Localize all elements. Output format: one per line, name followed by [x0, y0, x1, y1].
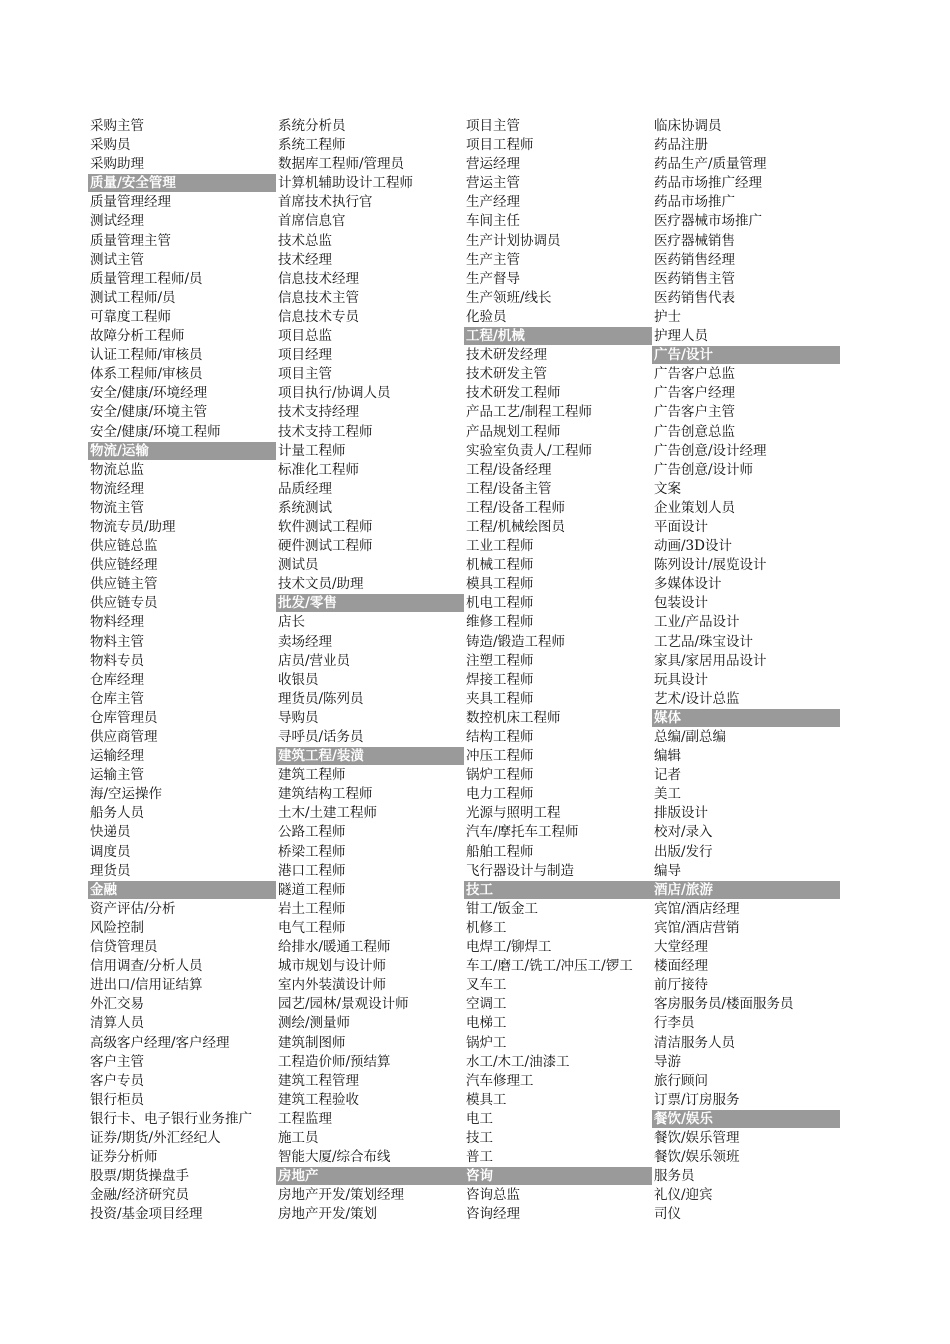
- job-title-cell: 质量管理主管: [90, 232, 171, 249]
- job-title-cell: 清洁服务人员: [654, 1034, 735, 1051]
- job-title-cell: 护士: [654, 308, 681, 325]
- job-title-cell: 服务员: [654, 1168, 695, 1185]
- job-title-cell: 物流主管: [90, 499, 144, 516]
- category-header: 咨询: [464, 1167, 652, 1186]
- job-title-cell: 美工: [654, 786, 681, 803]
- job-title-cell: 信息技术主管: [278, 289, 359, 306]
- job-title-cell: 钳工/钣金工: [466, 900, 539, 917]
- job-title-cell: 店长: [278, 614, 305, 631]
- category-header: 房地产: [276, 1167, 464, 1186]
- job-title-cell: 医疗器械市场推广: [654, 213, 762, 230]
- job-title-cell: 结构工程师: [466, 729, 534, 745]
- job-title-cell: 铸造/锻造工程师: [466, 633, 566, 650]
- job-title-cell: 软件测试工程师: [278, 518, 373, 535]
- job-title-cell: 注塑工程师: [466, 652, 534, 669]
- job-title-cell: 项目工程师: [466, 137, 534, 154]
- job-title-cell: 建筑结构工程师: [278, 786, 373, 803]
- job-title-cell: 项目总监: [278, 328, 332, 345]
- job-title-cell: 项目经理: [278, 347, 332, 364]
- job-title-cell: 信用调查/分析人员: [90, 958, 203, 975]
- job-title-cell: 海/空运操作: [90, 786, 163, 803]
- job-title-cell: 广告创意/设计经理: [654, 442, 767, 459]
- job-title-cell: 锅炉工: [466, 1034, 507, 1051]
- job-title-cell: 系统分析员: [278, 118, 346, 134]
- job-title-cell: 锅炉工程师: [466, 767, 534, 784]
- job-title-cell: 房地产开发/策划: [278, 1206, 378, 1223]
- job-title-cell: 物流经理: [90, 480, 144, 497]
- column-2: [276, 117, 464, 1229]
- job-title-cell: 化验员: [466, 308, 507, 325]
- job-title-cell: 供应链专员: [90, 595, 158, 612]
- job-title-cell: 记者: [654, 767, 681, 784]
- job-title-cell: 生产督导: [466, 270, 520, 287]
- job-title-cell: 品质经理: [278, 480, 332, 497]
- job-title-cell: 城市规划与设计师: [278, 958, 386, 975]
- job-title-cell: 仓库管理员: [90, 709, 158, 726]
- job-title-cell: 医药销售代表: [654, 289, 735, 306]
- job-title-cell: 首席技术执行官: [278, 194, 373, 211]
- category-header: 工程/机械: [464, 327, 652, 346]
- job-title-cell: 信息技术专员: [278, 308, 359, 325]
- job-title-cell: 船务人员: [90, 805, 144, 822]
- job-title-cell: 质量管理经理: [90, 194, 171, 211]
- job-title-cell: 陈列设计/展览设计: [654, 557, 767, 574]
- job-title-cell: 药品市场推广: [654, 194, 735, 211]
- job-title-cell: 测试员: [278, 557, 319, 574]
- job-title-cell: 校对/录入: [654, 824, 713, 841]
- job-title-cell: 工程监理: [278, 1110, 332, 1127]
- job-title-cell: 电气工程师: [278, 919, 346, 936]
- job-title-cell: 礼仪/迎宾: [654, 1187, 713, 1204]
- job-title-cell: 理货员: [90, 862, 131, 879]
- job-title-cell: 故障分析工程师: [90, 328, 185, 345]
- job-title-cell: 电焊工/铆焊工: [466, 939, 552, 956]
- job-title-cell: 家具/家居用品设计: [654, 652, 767, 669]
- category-header: 建筑工程/装潢: [276, 747, 464, 766]
- job-title-cell: 测绘/测量师: [278, 1015, 351, 1032]
- job-title-cell: 清算人员: [90, 1015, 144, 1032]
- job-title-cell: 模具工: [466, 1091, 507, 1108]
- job-title-cell: 股票/期货操盘手: [90, 1168, 190, 1185]
- job-title-cell: 旅行顾问: [654, 1072, 708, 1089]
- job-title-cell: 玩具设计: [654, 671, 708, 688]
- job-title-cell: 项目执行/协调人员: [278, 385, 391, 402]
- job-title-cell: 计算机辅助设计工程师: [278, 175, 413, 192]
- job-title-cell: 药品市场推广经理: [654, 175, 762, 192]
- job-title-cell: 认证工程师/审核员: [90, 347, 203, 364]
- job-title-cell: 信贷管理员: [90, 939, 158, 956]
- job-title-cell: 企业策划人员: [654, 499, 735, 516]
- job-title-cell: 店员/营业员: [278, 652, 351, 669]
- job-title-cell: 电工: [466, 1110, 493, 1127]
- job-title-cell: 冲压工程师: [466, 748, 534, 765]
- job-title-cell: 文案: [654, 480, 681, 497]
- job-title-cell: 焊接工程师: [466, 671, 534, 688]
- job-title-cell: 临床协调员: [654, 118, 722, 134]
- job-title-cell: 体系工程师/审核员: [90, 366, 203, 383]
- job-title-cell: 实验室负责人/工程师: [466, 442, 593, 459]
- job-title-cell: 建筑工程验收: [278, 1091, 359, 1108]
- job-title-cell: 供应链主管: [90, 576, 158, 593]
- job-title-cell: 工程/设备经理: [466, 461, 552, 478]
- job-title-cell: 平面设计: [654, 518, 708, 535]
- job-title-cell: 机械工程师: [466, 557, 534, 574]
- job-title-cell: 测试经理: [90, 213, 144, 230]
- job-title-cell: 导游: [654, 1053, 681, 1070]
- job-title-cell: 建筑工程师: [278, 767, 346, 784]
- job-title-cell: 总编/副总编: [654, 729, 727, 745]
- job-title-cell: 仓库经理: [90, 671, 144, 688]
- job-title-cell: 机电工程师: [466, 595, 534, 612]
- job-title-cell: 艺术/设计总监: [654, 690, 740, 707]
- job-title-cell: 收银员: [278, 671, 319, 688]
- category-header: 物流/运输: [88, 442, 276, 461]
- job-title-cell: 土木/土建工程师: [278, 805, 378, 822]
- job-title-cell: 物流专员/助理: [90, 518, 176, 535]
- job-title-cell: 技术文员/助理: [278, 576, 364, 593]
- job-title-cell: 电力工程师: [466, 786, 534, 803]
- job-title-cell: 银行柜员: [90, 1091, 144, 1108]
- job-title-cell: 产品工艺/制程工程师: [466, 404, 593, 421]
- job-title-cell: 广告客户主管: [654, 404, 735, 421]
- job-title-cell: 计量工程师: [278, 442, 346, 459]
- job-title-cell: 宾馆/酒店经理: [654, 900, 740, 917]
- job-title-cell: 安全/健康/环境工程师: [90, 423, 221, 440]
- job-title-cell: 广告客户总监: [654, 366, 735, 383]
- job-title-cell: 生产主管: [466, 251, 520, 268]
- job-title-cell: 智能大厦/综合布线: [278, 1149, 391, 1166]
- job-title-cell: 叉车工: [466, 977, 507, 994]
- job-title-cell: 外汇交易: [90, 996, 144, 1013]
- job-title-cell: 供应链经理: [90, 557, 158, 574]
- job-title-cell: 多媒体设计: [654, 576, 722, 593]
- job-title-cell: 编导: [654, 862, 681, 879]
- job-title-cell: 调度员: [90, 843, 131, 860]
- category-header: 金融: [88, 881, 276, 900]
- job-title-cell: 工程/设备主管: [466, 480, 552, 497]
- job-title-cell: 水工/木工/油漆工: [466, 1053, 570, 1070]
- job-title-cell: 证券分析师: [90, 1149, 158, 1166]
- job-title-cell: 岩土工程师: [278, 900, 346, 917]
- job-title-cell: 工业/产品设计: [654, 614, 740, 631]
- job-title-cell: 技术支持经理: [278, 404, 359, 421]
- job-title-cell: 营运主管: [466, 175, 520, 192]
- column-1: [88, 117, 276, 1229]
- job-title-cell: 生产经理: [466, 194, 520, 211]
- job-title-cell: 药品生产/质量管理: [654, 156, 767, 173]
- job-title-cell: 物料主管: [90, 633, 144, 650]
- job-title-cell: 电梯工: [466, 1015, 507, 1032]
- category-header: 酒店/旅游: [652, 881, 840, 900]
- job-title-cell: 夹具工程师: [466, 690, 534, 707]
- job-title-cell: 数控机床工程师: [466, 709, 561, 726]
- job-title-cell: 药品注册: [654, 137, 708, 154]
- job-title-cell: 技术支持工程师: [278, 423, 373, 440]
- job-title-cell: 施工员: [278, 1129, 319, 1146]
- job-title-cell: 维修工程师: [466, 614, 534, 631]
- job-title-cell: 室内外装潢设计师: [278, 977, 386, 994]
- job-title-cell: 行李员: [654, 1015, 695, 1032]
- job-title-cell: 餐饮/娱乐领班: [654, 1149, 740, 1166]
- category-header: 媒体: [652, 709, 840, 728]
- job-title-cell: 卖场经理: [278, 633, 332, 650]
- job-title-cell: 供应商管理: [90, 729, 158, 745]
- job-title-cell: 动画/3D设计: [654, 538, 732, 555]
- job-title-cell: 医药销售经理: [654, 251, 735, 268]
- job-title-cell: 寻呼员/话务员: [278, 729, 364, 745]
- job-title-cell: 项目主管: [466, 118, 520, 134]
- job-title-cell: 硬件测试工程师: [278, 538, 373, 555]
- job-title-cell: 飞行器设计与制造: [466, 862, 574, 879]
- job-title-cell: 供应链总监: [90, 538, 158, 555]
- job-title-cell: 汽车/摩托车工程师: [466, 824, 579, 841]
- job-title-cell: 桥梁工程师: [278, 843, 346, 860]
- job-title-cell: 客户主管: [90, 1053, 144, 1070]
- job-title-cell: 质量管理工程师/员: [90, 270, 203, 287]
- job-title-cell: 首席信息官: [278, 213, 346, 230]
- job-title-cell: 园艺/园林/景观设计师: [278, 996, 409, 1013]
- job-title-cell: 采购主管: [90, 118, 144, 134]
- category-header: 技工: [464, 881, 652, 900]
- job-title-cell: 广告创意总监: [654, 423, 735, 440]
- job-title-cell: 司仪: [654, 1206, 681, 1223]
- job-title-cell: 空调工: [466, 996, 507, 1013]
- job-title-cell: 编辑: [654, 748, 681, 765]
- job-title-cell: 给排水/暖通工程师: [278, 939, 391, 956]
- job-title-cell: 安全/健康/环境经理: [90, 385, 208, 402]
- job-title-cell: 隧道工程师: [278, 881, 346, 898]
- job-title-cell: 理货员/陈列员: [278, 690, 364, 707]
- job-title-cell: 可靠度工程师: [90, 308, 171, 325]
- job-title-cell: 医药销售主管: [654, 270, 735, 287]
- column-3: [464, 117, 652, 1229]
- job-title-cell: 汽车修理工: [466, 1072, 534, 1089]
- job-title-cell: 车间主任: [466, 213, 520, 230]
- category-header: 质量/安全管理: [88, 174, 276, 193]
- job-title-cell: 工程/机械绘图员: [466, 518, 566, 535]
- job-title-cell: 咨询总监: [466, 1187, 520, 1204]
- job-title-cell: 客房服务员/楼面服务员: [654, 996, 794, 1013]
- job-title-cell: 项目主管: [278, 366, 332, 383]
- job-title-cell: 导购员: [278, 709, 319, 726]
- column-4: [652, 117, 840, 1229]
- job-title-cell: 安全/健康/环境主管: [90, 404, 208, 421]
- job-title-cell: 营运经理: [466, 156, 520, 173]
- job-title-cell: 前厅接待: [654, 977, 708, 994]
- job-title-cell: 产品规划工程师: [466, 423, 561, 440]
- job-title-cell: 车工/磨工/铣工/冲压工/锣工: [466, 958, 633, 975]
- job-title-cell: 运输经理: [90, 748, 144, 765]
- job-title-cell: 工程造价师/预结算: [278, 1053, 391, 1070]
- job-title-cell: 工程/设备工程师: [466, 499, 566, 516]
- job-title-cell: 技术研发主管: [466, 366, 547, 383]
- job-title-cell: 光源与照明工程: [466, 805, 561, 822]
- job-title-cell: 资产评估/分析: [90, 900, 176, 917]
- job-category-sheet: [88, 117, 840, 1229]
- category-header: 广告/设计: [652, 346, 840, 365]
- job-title-cell: 技术经理: [278, 251, 332, 268]
- job-title-cell: 房地产开发/策划经理: [278, 1187, 405, 1204]
- job-title-cell: 物流总监: [90, 461, 144, 478]
- job-title-cell: 大堂经理: [654, 939, 708, 956]
- job-title-cell: 技术研发工程师: [466, 385, 561, 402]
- job-title-cell: 宾馆/酒店营销: [654, 919, 740, 936]
- job-title-cell: 广告创意/设计师: [654, 461, 754, 478]
- job-title-cell: 咨询经理: [466, 1206, 520, 1223]
- job-title-cell: 楼面经理: [654, 958, 708, 975]
- job-title-cell: 标准化工程师: [278, 461, 359, 478]
- job-title-cell: 信息技术经理: [278, 270, 359, 287]
- job-title-cell: 客户专员: [90, 1072, 144, 1089]
- job-title-cell: 系统工程师: [278, 137, 346, 154]
- job-title-cell: 医疗器械销售: [654, 232, 735, 249]
- job-title-cell: 广告客户经理: [654, 385, 735, 402]
- job-title-cell: 公路工程师: [278, 824, 346, 841]
- category-header: 批发/零售: [276, 594, 464, 613]
- job-title-cell: 建筑工程管理: [278, 1072, 359, 1089]
- job-title-cell: 证券/期货/外汇经纪人: [90, 1129, 221, 1146]
- job-title-cell: 建筑制图师: [278, 1034, 346, 1051]
- job-title-cell: 机修工: [466, 919, 507, 936]
- job-title-cell: 排版设计: [654, 805, 708, 822]
- job-title-cell: 护理人员: [654, 328, 708, 345]
- job-title-cell: 数据库工程师/管理员: [278, 156, 405, 173]
- job-title-cell: 生产计划协调员: [466, 232, 561, 249]
- job-title-cell: 采购员: [90, 137, 131, 154]
- job-title-cell: 普工: [466, 1149, 493, 1166]
- job-title-cell: 风险控制: [90, 919, 144, 936]
- job-title-cell: 系统测试: [278, 499, 332, 516]
- job-title-cell: 快递员: [90, 824, 131, 841]
- job-title-cell: 包装设计: [654, 595, 708, 612]
- job-title-cell: 生产领班/线长: [466, 289, 552, 306]
- job-title-cell: 工业工程师: [466, 538, 534, 555]
- job-title-cell: 模具工程师: [466, 576, 534, 593]
- job-title-cell: 仓库主管: [90, 690, 144, 707]
- job-title-cell: 采购助理: [90, 156, 144, 173]
- job-title-cell: 进出口/信用证结算: [90, 977, 203, 994]
- job-title-cell: 测试工程师/员: [90, 289, 176, 306]
- job-title-cell: 订票/订房服务: [654, 1091, 740, 1108]
- job-title-cell: 银行卡、电子银行业务推广: [90, 1110, 252, 1127]
- job-title-cell: 投资/基金项目经理: [90, 1206, 203, 1223]
- job-title-cell: 船舶工程师: [466, 843, 534, 860]
- job-title-cell: 港口工程师: [278, 862, 346, 879]
- job-title-cell: 出版/发行: [654, 843, 713, 860]
- job-title-cell: 技工: [466, 1129, 493, 1146]
- job-title-cell: 物料经理: [90, 614, 144, 631]
- job-title-cell: 测试主管: [90, 251, 144, 268]
- job-title-cell: 技术研发经理: [466, 347, 547, 364]
- job-title-cell: 餐饮/娱乐管理: [654, 1129, 740, 1146]
- job-title-cell: 高级客户经理/客户经理: [90, 1034, 230, 1051]
- job-title-cell: 金融/经济研究员: [90, 1187, 190, 1204]
- category-header: 餐饮/娱乐: [652, 1110, 840, 1129]
- job-title-cell: 工艺品/珠宝设计: [654, 633, 754, 650]
- job-title-cell: 技术总监: [278, 232, 332, 249]
- job-title-cell: 物料专员: [90, 652, 144, 669]
- job-title-cell: 运输主管: [90, 767, 144, 784]
